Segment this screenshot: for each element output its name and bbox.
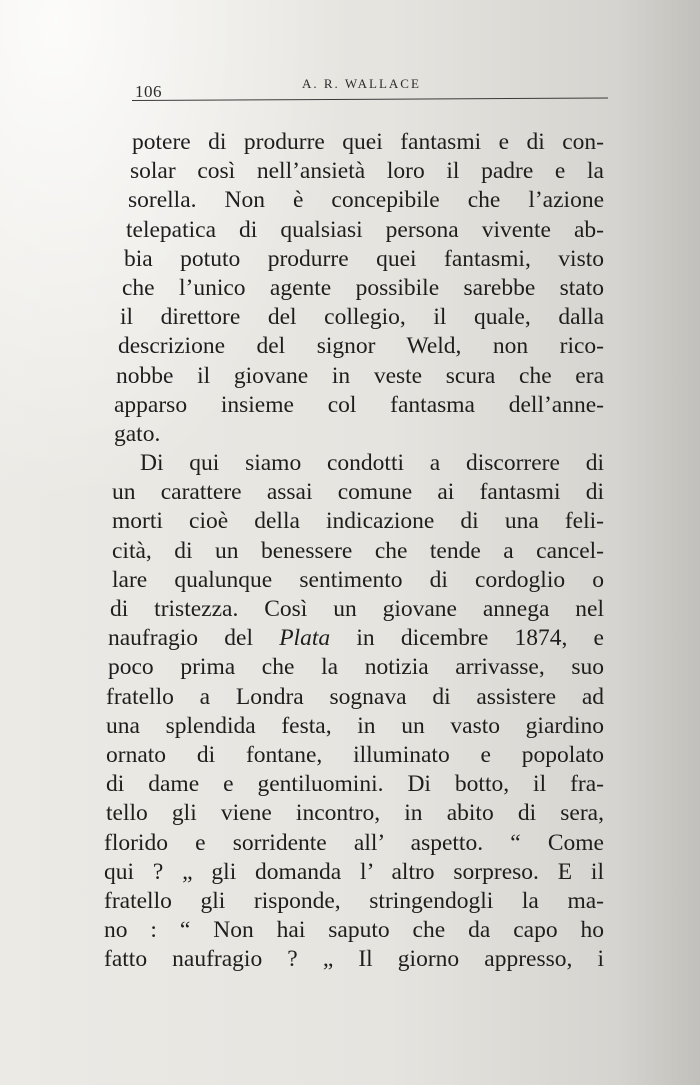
text-line: potere di produrre quei fantasmi e di con-: [132, 129, 604, 155]
text-line: tello gli viene incontro, in abito di sera,: [106, 800, 604, 827]
text-line: [104, 624, 604, 653]
text-line: fratello gli risponde, stringendogli la ma-: [104, 887, 604, 914]
text-line: solar così nell’ansietà loro il padre e la: [130, 158, 604, 185]
body-text: [104, 128, 604, 974]
text-line: di tristezza. Così un giovane annega nel: [110, 596, 604, 622]
text-line: fratello a Londra sognava di assistere ad: [106, 683, 604, 710]
text-fragment: in dicembre 1874, e: [330, 625, 604, 652]
page-number: 106: [135, 82, 162, 101]
text-line: di dame e gentiluomini. Di botto, il fra-: [106, 771, 604, 798]
text-line: fatto naufragio ? „ Il giorno appresso, i: [104, 946, 604, 973]
text-line: nobbe il giovane in veste scura che era: [116, 362, 604, 389]
text-line: cità, di un benessere che tende a cancel-: [112, 537, 604, 564]
italic-ship-name: Plata: [279, 625, 331, 652]
text-line: no : “ Non hai saputo che da capo ho: [104, 917, 604, 944]
text-line: qui ? „ gli domanda l’ altro sorpreso. E il: [104, 858, 604, 885]
running-head-author: A. R. WALLACE: [302, 76, 421, 91]
paragraph-1: [104, 128, 604, 449]
text-line: gato.: [114, 420, 161, 447]
text-line: poco prima che la notizia arrivasse, suo: [108, 654, 604, 681]
text-line: che l’unico agente possibile sarebbe stato: [122, 274, 604, 301]
paragraph-2: [104, 449, 604, 974]
text-line: telepatica di qualsiasi persona vivente ab-: [126, 216, 604, 243]
text-line: Di qui siamo condotti a discorrere di: [140, 450, 604, 477]
text-line: sorella. Non è concepibile che l’azione: [128, 187, 604, 214]
text-line: ornato di fontane, illuminato e popolato: [106, 741, 604, 768]
text-line: un carattere assai comune ai fantasmi di: [112, 479, 604, 506]
text-line: una splendida festa, in un vasto giardino: [106, 712, 604, 739]
text-line: apparso insieme col fantasma dell’anne-: [114, 391, 604, 418]
text-line: bia potuto produrre quei fantasmi, visto: [124, 245, 604, 272]
text-line: florido e sorridente all’ aspetto. “ Come: [104, 829, 604, 856]
text-line: descrizione del signor Weld, non rico-: [118, 333, 604, 360]
text-line: il direttore del collegio, il quale, dalla: [120, 304, 604, 331]
text-line: morti cioè della indicazione di una feli-: [112, 508, 604, 535]
text-fragment: naufragio del: [108, 625, 280, 652]
text-line: lare qualunque sentimento di cordoglio o: [112, 566, 604, 593]
